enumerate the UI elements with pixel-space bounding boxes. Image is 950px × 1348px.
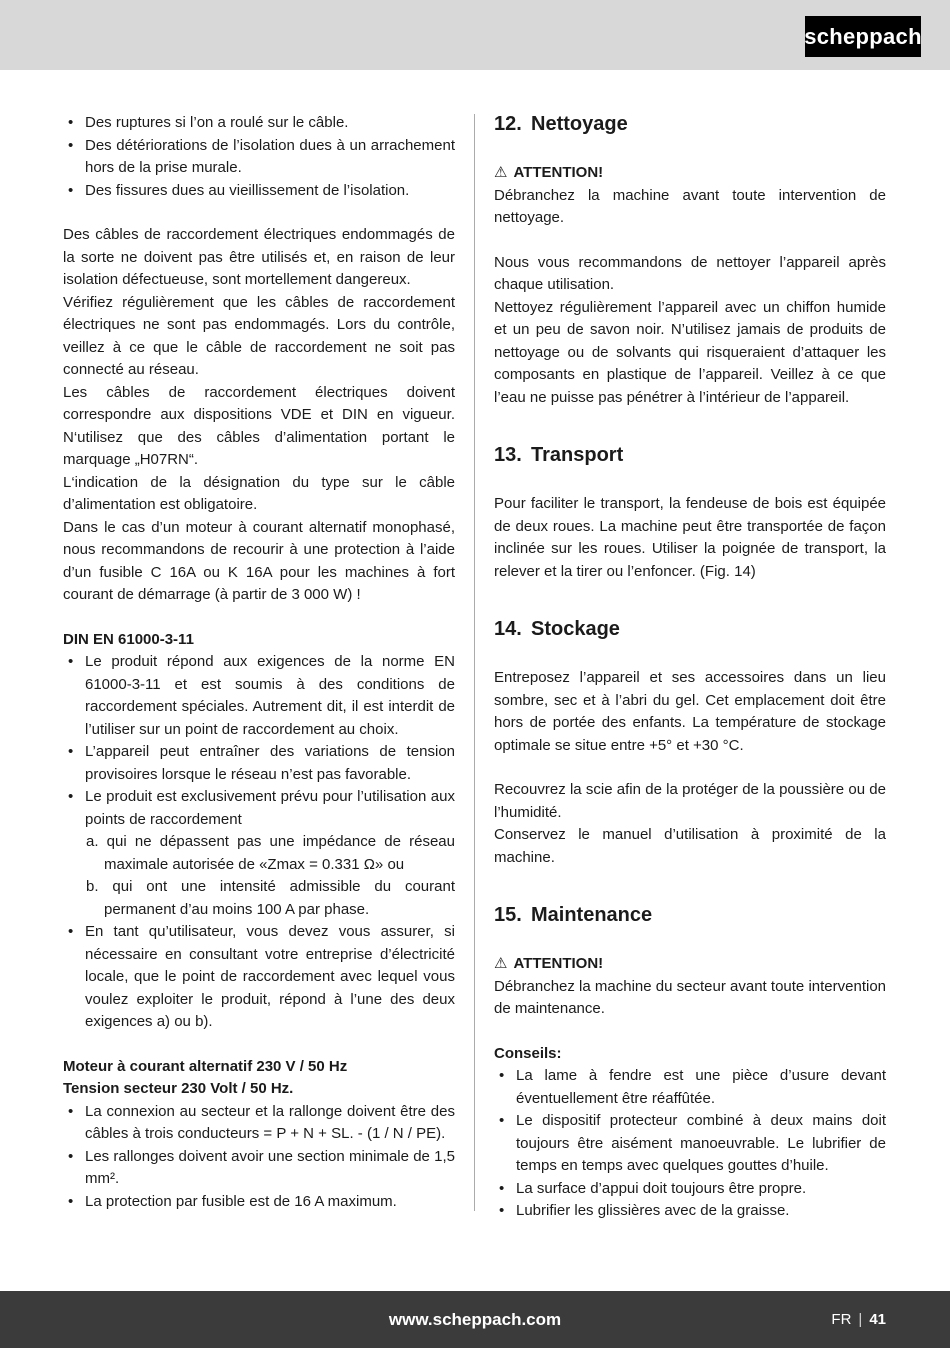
section-title: Maintenance: [531, 904, 653, 926]
paragraph: Pour faciliter le transport, la fendeuse de bois est équipée de deux roues. La machine peut être transportée de façon inclinée sur les roues. Utiliser la poignée de transport, la relever et la tirer ou l’enfoncer. (Fig. 14): [494, 495, 886, 580]
attention-block-nettoyage: [494, 162, 886, 230]
page-header: [0, 0, 950, 70]
sub-list-item: b. qui ont une intensité admissible du courant permanent d’au moins 100 A par phase.: [86, 878, 455, 918]
list-item: • L’appareil peut entraîner des variations de tension provisoires lorsque le réseau n’est pas favorable.: [63, 741, 455, 786]
section-heading-stockage: [494, 617, 886, 641]
section-number: 15.: [494, 904, 522, 926]
paragraph: Débranchez la machine du secteur avant toute intervention de maintenance.: [494, 977, 886, 1017]
conseils-block: [494, 1043, 886, 1223]
attention-label: ATTENTION!: [513, 164, 604, 181]
left-column: [63, 112, 455, 1291]
motor-heading-line2: Tension secteur 230 Volt / 50 Hz.: [63, 1080, 294, 1097]
attention-heading: [494, 162, 886, 185]
paragraph: Débranchez la machine avant toute intervention de nettoyage.: [494, 186, 886, 226]
paragraph: Dans le cas d’un moteur à courant alternatif monophasé, nous recommandons de recourir à une protection à l’aide d’un fusible C 16A ou K 16A pour les machines à fort courant de démarrage (à partir de 3 000 W) !: [63, 518, 455, 603]
din-list: [63, 651, 455, 1034]
section-heading-maintenance: [494, 903, 886, 927]
paragraph: Entreposez l’appareil et ses accessoires dans un lieu sombre, sec et à l’abri du gel. Cet emplacement doit être hors de portée des enfants. La température de stockage optimale se situe entre +5° et +30 °C.: [494, 669, 886, 754]
list-item: • La lame à fendre est une pièce d’usure devant éventuellement être réaffûtée.: [494, 1065, 886, 1110]
page-footer: [0, 1291, 950, 1348]
section-heading-transport: [494, 443, 886, 467]
list-item: • Les rallonges doivent avoir une section minimale de 1,5 mm².: [63, 1146, 455, 1191]
conseils-heading: Conseils:: [494, 1044, 562, 1062]
list-item: • Le dispositif protecteur combiné à deux mains doit toujours être aisément manoeuvrable. Le lubrifier de temps en temps avec quelques gouttes d’huile.: [494, 1110, 886, 1178]
website-text: www.scheppach.com: [388, 1309, 562, 1329]
page-number: 41: [869, 1311, 886, 1328]
paragraph: Nettoyez régulièrement l’appareil avec un chiffon humide et un peu de savon noir. N’utilisez jamais de produits de nettoyage ou de solvants qui risqueraient d’attaquer les composants en plastique de l’appareil. Veillez à ce que l’eau ne puisse pas pénétrer à l’intérieur de l’appareil.: [494, 298, 886, 406]
stockage-paragraphs: [494, 779, 886, 869]
paragraph: Vérifiez régulièrement que les câbles de raccordement électriques ne sont pas endommagés. Lors du contrôle, veillez à ce que le câble de raccordement ne soit pas connecté au réseau.: [63, 293, 455, 378]
section-title: Nettoyage: [531, 113, 628, 135]
list-item: • Le produit est exclusivement prévu pour l’utilisation aux points de raccordement: [63, 786, 455, 831]
list-item: • La surface d’appui doit toujours être propre.: [494, 1178, 886, 1201]
logo-text: scheppach: [804, 23, 922, 49]
motor-list: [63, 1101, 455, 1214]
list-item: • Lubrifier les glissières avec de la graisse.: [494, 1200, 886, 1223]
paragraph: Des câbles de raccordement électriques endommagés de la sorte ne doivent pas être utilisés et, en raison de leur isolation défectueuse, sont mortellement dangereux.: [63, 226, 455, 288]
list-item: • Le produit répond aux exigences de la norme EN 61000-3-11 et est soumis à des conditions de raccordement spéciales. Autrement dit, il est interdit de l’utiliser sur un point de raccordement au choix.: [63, 651, 455, 741]
din-heading: DIN EN 61000-3-11: [63, 630, 194, 648]
column-divider: [474, 114, 475, 1211]
content-area: [0, 70, 950, 1291]
attention-block-maintenance: [494, 953, 886, 1021]
section-number: 14.: [494, 618, 522, 640]
paragraph: Les câbles de raccordement électriques doivent correspondre aux dispositions VDE et DIN en vigueur. N‘utilisez que des câbles d’alimentation portant le marquage „H07RN“.: [63, 383, 455, 468]
section-number: 12.: [494, 113, 522, 135]
cable-damage-list: [63, 112, 455, 202]
cable-paragraphs: [63, 224, 455, 607]
separator: |: [858, 1311, 863, 1328]
section-title: Transport: [531, 444, 624, 466]
paragraph: Recouvrez la scie afin de la protéger de la poussière ou de l’humidité.: [494, 781, 886, 821]
scheppach-logo: [805, 16, 921, 57]
attention-label: ATTENTION!: [513, 955, 604, 972]
section-title: Stockage: [531, 618, 620, 640]
list-item: • La connexion au secteur et la rallonge doivent être des câbles à trois conducteurs = P + N + SL. - (1 / N / PE).: [63, 1101, 455, 1146]
warning-icon: ⚠: [494, 955, 508, 972]
warning-icon: ⚠: [494, 164, 508, 181]
page-reference: [831, 1311, 886, 1328]
nettoyage-paragraphs: [494, 252, 886, 410]
list-item: • La protection par fusible est de 16 A maximum.: [63, 1191, 455, 1214]
paragraph: Nous vous recommandons de nettoyer l’appareil après chaque utilisation.: [494, 253, 886, 293]
paragraph: L‘indication de la désignation du type sur le câble d’alimentation est obligatoire.: [63, 473, 455, 513]
paragraph: Conservez le manuel d’utilisation à proximité de la machine.: [494, 826, 886, 866]
language-code: FR: [831, 1311, 852, 1328]
attention-heading: [494, 953, 886, 976]
section-heading-nettoyage: [494, 112, 886, 136]
section-number: 13.: [494, 444, 522, 466]
list-item: • En tant qu’utilisateur, vous devez vous assurer, si nécessaire en consultant votre entreprise d’électricité locale, que le point de raccordement avec lequel vous voulez exploiter le produit, répond à l’une des deux exigences a) ou b).: [63, 921, 455, 1034]
conseils-list: [494, 1065, 886, 1223]
list-item: • Des fissures dues au vieillissement de l’isolation.: [63, 180, 455, 203]
list-item: • Des détériorations de l’isolation dues à un arrachement hors de la prise murale.: [63, 135, 455, 180]
list-item: • Des ruptures si l’on a roulé sur le câble.: [63, 112, 455, 135]
sub-list-item: a. qui ne dépassent pas une impédance de réseau maximale autorisée de «Zmax = 0.331 Ω» ou: [86, 833, 455, 873]
right-column: [494, 112, 886, 1291]
motor-heading-line1: Moteur à courant alternatif 230 V / 50 Hz: [63, 1057, 348, 1075]
motor-block: [63, 1056, 455, 1214]
